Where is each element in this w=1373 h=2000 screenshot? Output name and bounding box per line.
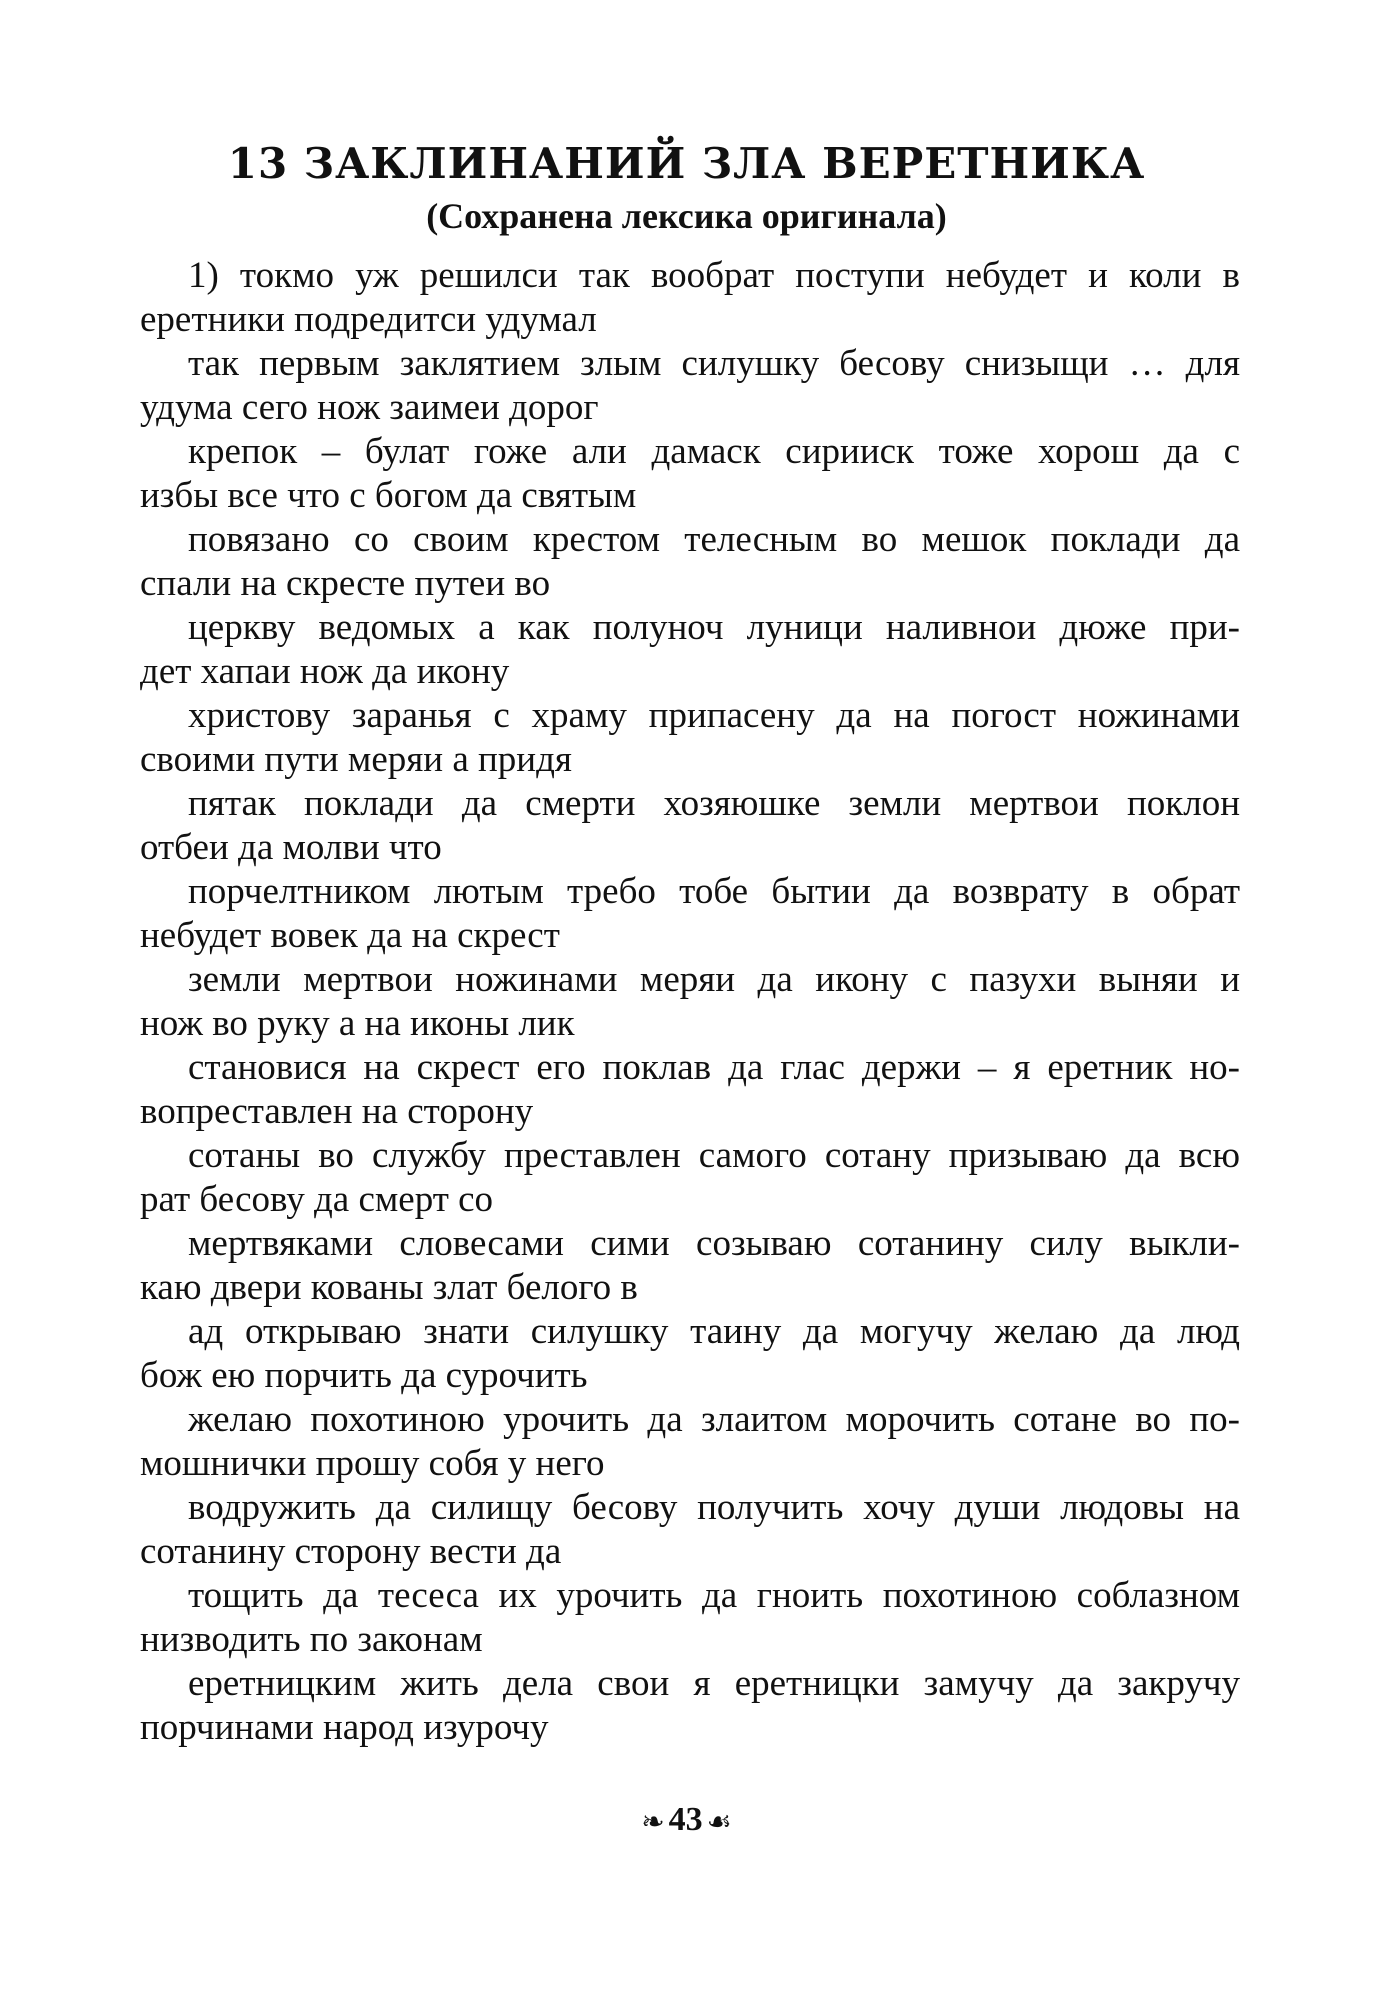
paragraph xyxy=(140,430,1240,518)
paragraph-line: еретницким жить дела свои я еретницки замучу да закручу xyxy=(188,1663,1240,1704)
page-title: 13 ЗАКЛИНАНИЙ ЗЛА ВЕРЕТНИКА xyxy=(227,139,1146,188)
paragraph-line: нож во руку а на иконы лик xyxy=(140,1003,575,1044)
paragraph-line: своими пути меряи а придя xyxy=(140,739,572,780)
paragraph xyxy=(140,782,1240,870)
paragraph xyxy=(140,1310,1240,1398)
paragraph xyxy=(140,518,1240,606)
paragraph-line: становися на скрест его поклав да глас держи – я еретник но- xyxy=(188,1047,1240,1088)
paragraph-line: отбеи да молви что xyxy=(140,827,442,868)
paragraph-line: мертвяками словесами сими созываю сотанину силу выкли- xyxy=(188,1223,1240,1264)
paragraph-line: сотанину сторону вести да xyxy=(140,1531,562,1572)
paragraph-line: тощить да тесеса их урочить да гноить похотиною соблазном xyxy=(188,1575,1240,1616)
paragraph xyxy=(140,1046,1240,1134)
paragraph-line: сотаны во службу преставлен самого сотану призываю да всю xyxy=(188,1135,1240,1176)
paragraph-line: пятак поклади да смерти хозяюшке земли мертвои поклон xyxy=(188,783,1240,824)
paragraph-line: крепок – булат гоже али дамаск сирииск тоже хорош да с xyxy=(188,431,1240,472)
paragraph-line: земли мертвои ножинами меряи да икону с пазухи выняи и xyxy=(188,959,1240,1000)
paragraph-line: дет хапаи нож да икону xyxy=(140,651,510,692)
paragraph xyxy=(140,342,1240,430)
paragraph xyxy=(140,606,1240,694)
paragraph-line: низводить по законам xyxy=(140,1619,483,1660)
paragraph-line: еретники подредитси удумал xyxy=(140,299,597,340)
paragraph-line: удума сего нож заимеи дорог xyxy=(140,387,599,428)
page-subtitle: (Сохранена лексика оригинала) xyxy=(426,196,947,236)
paragraph-line: избы все что с богом да святым xyxy=(140,475,637,516)
paragraph-line: каю двери кованы злат белого в xyxy=(140,1267,638,1308)
paragraph-line: бож ею порчить да сурочить xyxy=(140,1355,588,1396)
paragraph-line: рат бесову да смерт со xyxy=(140,1179,494,1220)
paragraph-line: повязано со своим крестом телесным во мешок поклади да xyxy=(188,519,1240,560)
paragraph xyxy=(140,1574,1240,1662)
paragraph-line: вопреставлен на сторону xyxy=(140,1091,534,1132)
paragraph-line: так первым заклятием злым силушку бесову снизыщи … для xyxy=(188,343,1240,384)
paragraph-line: церкву ведомых а как полуноч луници наливнои дюже при- xyxy=(188,607,1240,648)
paragraph-line: водружить да силищу бесову получить хочу души людовы на xyxy=(188,1487,1240,1528)
paragraph xyxy=(140,1486,1240,1574)
body-text xyxy=(140,254,1240,1750)
paragraph-line: порчинами народ изурочу xyxy=(140,1707,549,1748)
paragraph xyxy=(140,694,1240,782)
paragraph-line: небудет вовек да на скрест xyxy=(140,915,560,956)
paragraph-line: порчелтником лютым требо тобе бытии да возврату в обрат xyxy=(188,871,1240,912)
paragraph-line: ад открываю знати силушку таину да могучу желаю да люд xyxy=(188,1311,1240,1352)
paragraph xyxy=(140,958,1240,1046)
paragraph-line: христову заранья с храму припасену да на погост ножинами xyxy=(188,695,1240,736)
page-number: 43 xyxy=(668,1801,703,1838)
paragraph xyxy=(140,1222,1240,1310)
paragraph xyxy=(140,1662,1240,1750)
paragraph xyxy=(140,1398,1240,1486)
paragraph-line: спали на скресте путеи во xyxy=(140,563,551,604)
ornament-right-icon: ☙ xyxy=(706,1805,732,1839)
paragraph-line: 1) токмо уж решилси так вообрат поступи небудет и коли в xyxy=(188,255,1240,296)
paragraph xyxy=(140,870,1240,958)
page-footer xyxy=(0,1800,1373,1842)
paragraph-line: мошнички прошу собя у него xyxy=(140,1443,605,1484)
ornament-left-icon: ❧ xyxy=(641,1805,665,1839)
paragraph xyxy=(140,1134,1240,1222)
paragraph xyxy=(140,254,1240,342)
paragraph-line: желаю похотиною урочить да злаитом морочить сотане во по- xyxy=(188,1399,1240,1440)
